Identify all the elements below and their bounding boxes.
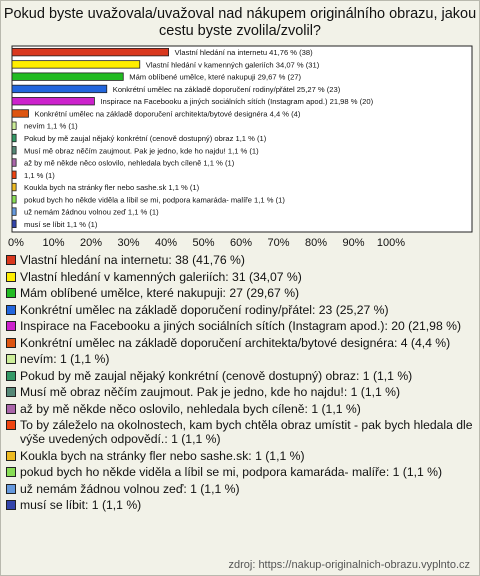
bar	[12, 159, 16, 167]
x-tick-label: 70%	[267, 237, 290, 249]
bar-data-label: Koukla bych na stránky fler nebo sashe.sk 1,1 % (1)	[24, 183, 200, 193]
source-note: zdroj: https://nakup-originalnich-obrazu.vyplnto.cz	[228, 559, 470, 571]
legend-label: Mám oblíbené umělce, které nakupuji: 27 (29,67 %)	[20, 286, 300, 300]
legend-item	[6, 286, 474, 300]
legend-item	[6, 418, 474, 446]
legend-item	[6, 465, 474, 479]
x-tick-label: 0%	[8, 237, 24, 249]
legend-swatch	[6, 321, 16, 331]
legend-label: až by mě někde něco oslovilo, nehledala bych cíleně: 1 (1,1 %)	[20, 401, 361, 416]
legend-swatch	[6, 404, 16, 414]
bar-data-label: Inspirace na Facebooku a jiných sociálních sítích (Instagram apod.) 21,98 % (20)	[100, 97, 374, 107]
legend-item	[6, 385, 474, 399]
bar	[12, 171, 16, 179]
chart-legend	[6, 253, 474, 515]
legend-swatch	[6, 255, 16, 265]
bar-data-label: Vlastní hledání na internetu 41,76 % (38)	[174, 48, 313, 58]
legend-item	[6, 449, 474, 463]
legend-swatch	[6, 484, 16, 494]
bar-data-label: Pokud by mě zaujal nějaký konkrétní (cenově dostupný) obraz 1,1 % (1)	[24, 134, 267, 143]
x-tick-label: 80%	[304, 237, 328, 249]
legend-label: Inspirace na Facebooku a jiných sociálních sítích (Instagram apod.): 20 (21,98 %)	[20, 319, 462, 333]
bar-data-label: Vlastní hledání v kamenných galeriích 34,07 % (31)	[145, 60, 320, 70]
legend-item	[6, 336, 474, 350]
x-tick-label: 50%	[192, 237, 215, 249]
legend-label: Vlastní hledání na internetu: 38 (41,76 %)	[20, 253, 245, 267]
x-tick-label: 60%	[229, 237, 253, 249]
bar	[12, 73, 123, 81]
x-tick-label: 30%	[117, 237, 140, 249]
x-tick-label: 20%	[79, 237, 103, 249]
x-tick-label: 40%	[154, 237, 178, 249]
legend-item	[6, 270, 474, 284]
bar-data-label: Konkrétní umělec na základě doporučení rodiny/přátel 25,27 % (23)	[112, 84, 341, 94]
legend-swatch	[6, 387, 16, 397]
legend-swatch	[6, 354, 16, 364]
bar-data-label: až by mě někde něco oslovilo, nehledala bych cíleně 1,1 % (1)	[24, 158, 235, 168]
legend-swatch	[6, 371, 16, 381]
bar-data-label: 1,1 % (1)	[24, 170, 55, 180]
legend-swatch	[6, 451, 16, 461]
bar	[12, 110, 29, 118]
bar-data-label: Musí mě obraz něčím zaujmout. Pak je jedno, kde ho najdu! 1,1 % (1)	[24, 146, 259, 156]
bar-data-label: musí se líbit 1,1 % (1)	[24, 219, 98, 229]
legend-swatch	[6, 467, 16, 477]
legend-item	[6, 482, 474, 496]
bar	[12, 196, 16, 204]
legend-item	[6, 352, 474, 366]
legend-label: už nemám žádnou volnou zeď: 1 (1,1 %)	[20, 481, 240, 496]
bar	[12, 122, 16, 130]
legend-swatch	[6, 288, 16, 298]
legend-swatch	[6, 500, 16, 510]
legend-swatch	[6, 305, 16, 315]
bar	[12, 85, 107, 93]
legend-swatch	[6, 338, 16, 348]
legend-label: Koukla bych na stránky fler nebo sashe.sk: 1 (1,1 %)	[20, 448, 305, 463]
x-tick-label: 10%	[42, 237, 65, 249]
bar-data-label: nevím 1,1 % (1)	[24, 121, 78, 131]
legend-swatch	[6, 272, 16, 282]
legend-item	[6, 498, 474, 512]
x-tick-label: 90%	[342, 237, 365, 249]
x-tick-label: 100%	[376, 237, 406, 249]
bar	[12, 183, 16, 191]
bar-chart	[0, 0, 480, 252]
legend-label: nevím: 1 (1,1 %)	[20, 352, 110, 366]
bar	[12, 61, 140, 69]
legend-item	[6, 319, 474, 333]
legend-label: Musí mě obraz něčím zaujmout. Pak je jedno, kde ho najdu!: 1 (1,1 %)	[20, 385, 401, 399]
bar	[12, 48, 169, 56]
legend-item	[6, 402, 474, 416]
legend-label: Konkrétní umělec na základě doporučení rodiny/přátel: 23 (25,27 %)	[20, 302, 389, 317]
bar-data-label: Konkrétní umělec na základě doporučení architekta/bytové designéra 4,4 % (4)	[34, 109, 301, 119]
legend-label: pokud bych ho někde viděla a líbil se mi, podpora kamaráda- malíře: 1 (1,1 %)	[20, 465, 443, 479]
bar-data-label: Mám oblíbené umělce, které nakupuji 29,67 % (27)	[129, 72, 302, 82]
bar	[12, 134, 16, 142]
bar	[12, 220, 16, 228]
legend-swatch	[6, 420, 16, 430]
legend-label: Pokud by mě zaujal nějaký konkrétní (cenově dostupný) obraz: 1 (1,1 %)	[20, 368, 413, 383]
legend-label: musí se líbit: 1 (1,1 %)	[20, 498, 142, 512]
legend-item	[6, 303, 474, 317]
bar	[12, 97, 94, 105]
legend-item	[6, 253, 474, 267]
bar-data-label: pokud bych ho někde viděla a líbil se mi, podpora kamaráda- malíře 1,1 % (1)	[24, 195, 285, 205]
legend-label: To by záleželo na okolnostech, kam bych chtěla obraz umístit - pak bych hledala dle výše uvedených odpovědí.: 1 (1,1 %)	[20, 418, 473, 446]
bar-data-label: už nemám žádnou volnou zeď 1,1 % (1)	[24, 207, 159, 217]
bar	[12, 208, 16, 216]
legend-label: Konkrétní umělec na základě doporučení architekta/bytové designéra: 4 (4,4 %)	[20, 335, 451, 350]
legend-label: Vlastní hledání v kamenných galeriích: 31 (34,07 %)	[20, 269, 302, 284]
legend-item	[6, 369, 474, 383]
chart-title: Pokud byste uvažovala/uvažoval nad nákupem originálního obrazu, jakou cestu byste zvolila/zvolil?	[3, 6, 477, 39]
bar	[12, 147, 16, 155]
